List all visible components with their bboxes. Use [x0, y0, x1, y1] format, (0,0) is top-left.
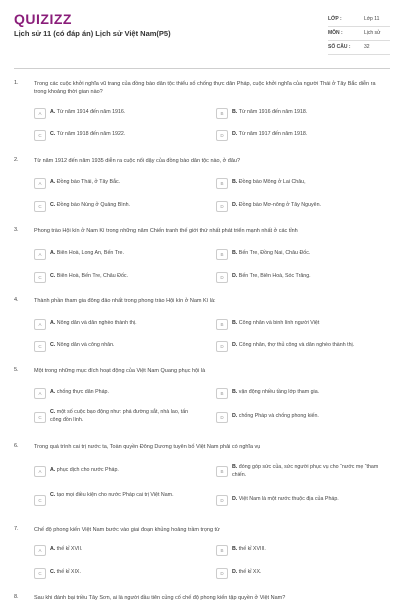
- option-letter-box: A: [34, 319, 46, 330]
- option-letter-box: C: [34, 495, 46, 506]
- option-label: Từ năm 1916 đến năm 1918.: [238, 109, 308, 115]
- option-label: Biên Hoà, Bến Tre, Châu Đốc.: [56, 273, 129, 279]
- question-number: 8.: [14, 594, 19, 600]
- option-text: [50, 409, 200, 424]
- option-label: Biên Hoà, Long An, Bến Tre.: [56, 250, 124, 256]
- option-text: [232, 496, 392, 504]
- option-key: C.: [50, 342, 56, 348]
- meta-value: Lớp 11: [364, 16, 380, 22]
- meta-info: [328, 13, 390, 55]
- option-text: [232, 342, 392, 350]
- question-number: 4.: [14, 297, 19, 303]
- option-label: thế kỉ XIX.: [56, 569, 81, 575]
- question-text: Một trong những mục đích hoạt động của Việt Nam Quang phục hội là: [34, 368, 206, 374]
- option-key: B.: [232, 389, 238, 395]
- option-text: [50, 492, 196, 500]
- option-text: [50, 179, 210, 187]
- option-label: Đồng bào Mơ-nông ở Tây Nguyên.: [238, 202, 322, 208]
- option-letter-box: A: [34, 108, 46, 119]
- option-key: A.: [50, 109, 56, 115]
- option-label: tạo mọi điều kiện cho nước Pháp cai trị Việt Nam.: [56, 492, 174, 498]
- option-key: C.: [50, 492, 56, 498]
- quizizz-logo: QUIZIZZ: [14, 11, 72, 27]
- meta-row-subject: [328, 27, 390, 41]
- option-text: [232, 273, 392, 281]
- option-key: B.: [232, 179, 238, 185]
- option-label: một số cuộc bạo động như: phá đường sắt, nhà lao, tấn công đồn lính.: [50, 409, 189, 423]
- question-text: Phong trào Hội kín ở Nam Kì trong những năm Chiến tranh thế giới thứ nhất phát triển mạnh nhất ở các tỉnh: [34, 228, 298, 234]
- meta-row-class: [328, 13, 390, 27]
- option-letter-box: A: [34, 249, 46, 260]
- option-key: A.: [50, 389, 56, 395]
- option-text: [50, 569, 210, 577]
- option-text: [50, 131, 210, 139]
- option-key: B.: [232, 109, 238, 115]
- option-key: A.: [50, 179, 56, 185]
- option-label: Đồng bào Nùng ở Quảng Bình.: [56, 202, 131, 208]
- option-text: [232, 569, 392, 577]
- option-text: [50, 467, 210, 475]
- option-text: [50, 546, 210, 554]
- question-number: 7.: [14, 526, 19, 532]
- option-key: C.: [50, 202, 56, 208]
- option-letter-box: A: [34, 466, 46, 477]
- option-text: [232, 131, 392, 139]
- option-label: chống thực dân Pháp.: [56, 389, 109, 395]
- question-text: Từ năm 1912 đến năm 1935 diễn ra cuộc nổi dậy của đồng bào dân tộc nào, ở đâu?: [34, 158, 241, 164]
- option-letter-box: C: [34, 272, 46, 283]
- option-letter-box: C: [34, 201, 46, 212]
- option-text: [50, 320, 210, 328]
- option-label: Từ năm 1914 đến năm 1916.: [56, 109, 126, 115]
- meta-label: MÔN :: [328, 30, 343, 36]
- option-text: [232, 546, 392, 554]
- option-text: [50, 342, 210, 350]
- meta-label: SỐ CÂU :: [328, 44, 351, 50]
- option-letter-box: D: [216, 201, 228, 212]
- option-letter-box: D: [216, 272, 228, 283]
- question-text: Trong quá trình cai trị nước ta, Toàn quyền Đông Dương tuyên bố Việt Nam phải có nghĩa vụ: [34, 444, 261, 450]
- option-key: B.: [232, 464, 238, 470]
- option-letter-box: B: [216, 545, 228, 556]
- option-key: A.: [50, 250, 56, 256]
- option-text: [232, 202, 392, 210]
- option-label: Bến Tre, Đồng Nai, Châu Đốc.: [238, 250, 311, 256]
- option-letter-box: B: [216, 108, 228, 119]
- option-key: C.: [50, 273, 56, 279]
- option-key: A.: [50, 546, 56, 552]
- option-label: Đồng bào Mông ở Lai Châu,: [238, 179, 306, 185]
- option-key: D.: [232, 202, 238, 208]
- question-text: Sau khi đánh bại triều Tây Sơn, ai là người đầu tiên củng cố chế độ phong kiến tập quyền ở Việt Nam?: [34, 595, 286, 601]
- option-key: D.: [232, 273, 238, 279]
- meta-value: Lịch sử: [364, 30, 381, 36]
- option-text: [232, 179, 392, 187]
- option-text: [50, 273, 210, 281]
- worksheet-header: [0, 0, 400, 68]
- option-letter-box: D: [216, 568, 228, 579]
- option-label: thế kỉ XX.: [238, 569, 262, 575]
- option-letter-box: B: [216, 319, 228, 330]
- option-text: [232, 250, 392, 258]
- option-text: [50, 389, 210, 397]
- option-key: A.: [50, 467, 56, 473]
- question-number: 1.: [14, 80, 19, 86]
- option-key: C.: [50, 569, 56, 575]
- question-number: 6.: [14, 443, 19, 449]
- option-letter-box: C: [34, 412, 46, 423]
- option-text: [232, 389, 392, 397]
- option-key: B.: [232, 546, 238, 552]
- option-letter-box: B: [216, 249, 228, 260]
- question-text: Thành phần tham gia đông đảo nhất trong phong trào Hội kín ở Nam Kì là:: [34, 298, 216, 304]
- option-key: C.: [50, 131, 56, 137]
- option-text: [50, 250, 210, 258]
- option-key: D.: [232, 413, 238, 419]
- option-key: B.: [232, 250, 238, 256]
- option-letter-box: D: [216, 412, 228, 423]
- option-key: C.: [50, 409, 56, 415]
- option-letter-box: B: [216, 466, 228, 477]
- option-letter-box: D: [216, 130, 228, 141]
- meta-row-count: [328, 41, 390, 55]
- option-text: [50, 202, 210, 210]
- option-letter-box: C: [34, 341, 46, 352]
- divider: [328, 54, 390, 55]
- meta-label: LỚP :: [328, 16, 342, 22]
- option-text: [232, 464, 382, 479]
- option-key: A.: [50, 320, 56, 326]
- option-label: đóng góp sức của, sức người phục vụ cho “nước mẹ “tham chiến.: [232, 464, 379, 478]
- option-letter-box: C: [34, 130, 46, 141]
- page-title: Lịch sử 11 (có đáp án) Lịch sử Việt Nam(P5): [14, 29, 171, 38]
- option-label: Công nhân và binh lính người Việt: [238, 320, 320, 326]
- question-number: 5.: [14, 367, 19, 373]
- option-letter-box: D: [216, 341, 228, 352]
- option-text: [232, 413, 392, 421]
- option-label: Nông dân và công nhân.: [56, 342, 115, 348]
- option-letter-box: B: [216, 388, 228, 399]
- option-key: D.: [232, 131, 238, 137]
- option-label: Đồng bào Thái, ở Tây Bắc.: [56, 179, 121, 185]
- option-label: Bến Tre, Biên Hoà, Sóc Trăng.: [238, 273, 311, 279]
- question-text: Chế độ phong kiến Việt Nam bước vào giai đoạn khủng hoảng trầm trọng từ: [34, 527, 220, 533]
- option-letter-box: D: [216, 495, 228, 506]
- option-letter-box: B: [216, 178, 228, 189]
- question-number: 3.: [14, 227, 19, 233]
- option-label: Từ năm 1918 đến năm 1922.: [56, 131, 126, 137]
- option-label: thế kỉ XVII.: [56, 546, 83, 552]
- option-letter-box: A: [34, 545, 46, 556]
- question-number: 2.: [14, 157, 19, 163]
- option-key: D.: [232, 569, 238, 575]
- option-letter-box: A: [34, 178, 46, 189]
- option-key: D.: [232, 342, 238, 348]
- option-label: Việt Nam là một nước thuộc địa của Pháp.: [238, 496, 339, 502]
- option-key: B.: [232, 320, 238, 326]
- option-label: Từ năm 1917 đến năm 1918.: [238, 131, 308, 137]
- option-text: [232, 109, 392, 117]
- option-text: [50, 109, 210, 117]
- option-label: Công nhân, thợ thủ công và dân nghèo thành thị.: [238, 342, 355, 348]
- option-label: chống Pháp và chống phong kiến.: [238, 413, 319, 419]
- option-letter-box: A: [34, 388, 46, 399]
- option-key: D.: [232, 496, 238, 502]
- option-label: phục dịch cho nước Pháp.: [56, 467, 119, 473]
- question-text: Trong các cuộc khởi nghĩa vũ trang của đồng bào dân tộc thiểu số chống thực dân Pháp, cuộc khởi nghĩa của người Thái ở Tây Bắc diễn ra trong khoảng thời gian nào?: [34, 81, 376, 95]
- option-label: thế kỉ XVIII.: [238, 546, 266, 552]
- option-letter-box: C: [34, 568, 46, 579]
- meta-value: 32: [364, 44, 370, 50]
- option-label: Nông dân và dân nghèo thành thị.: [56, 320, 137, 326]
- option-label: vận động nhiều tầng lớp tham gia.: [238, 389, 320, 395]
- header-divider: [14, 68, 390, 69]
- option-text: [232, 320, 392, 328]
